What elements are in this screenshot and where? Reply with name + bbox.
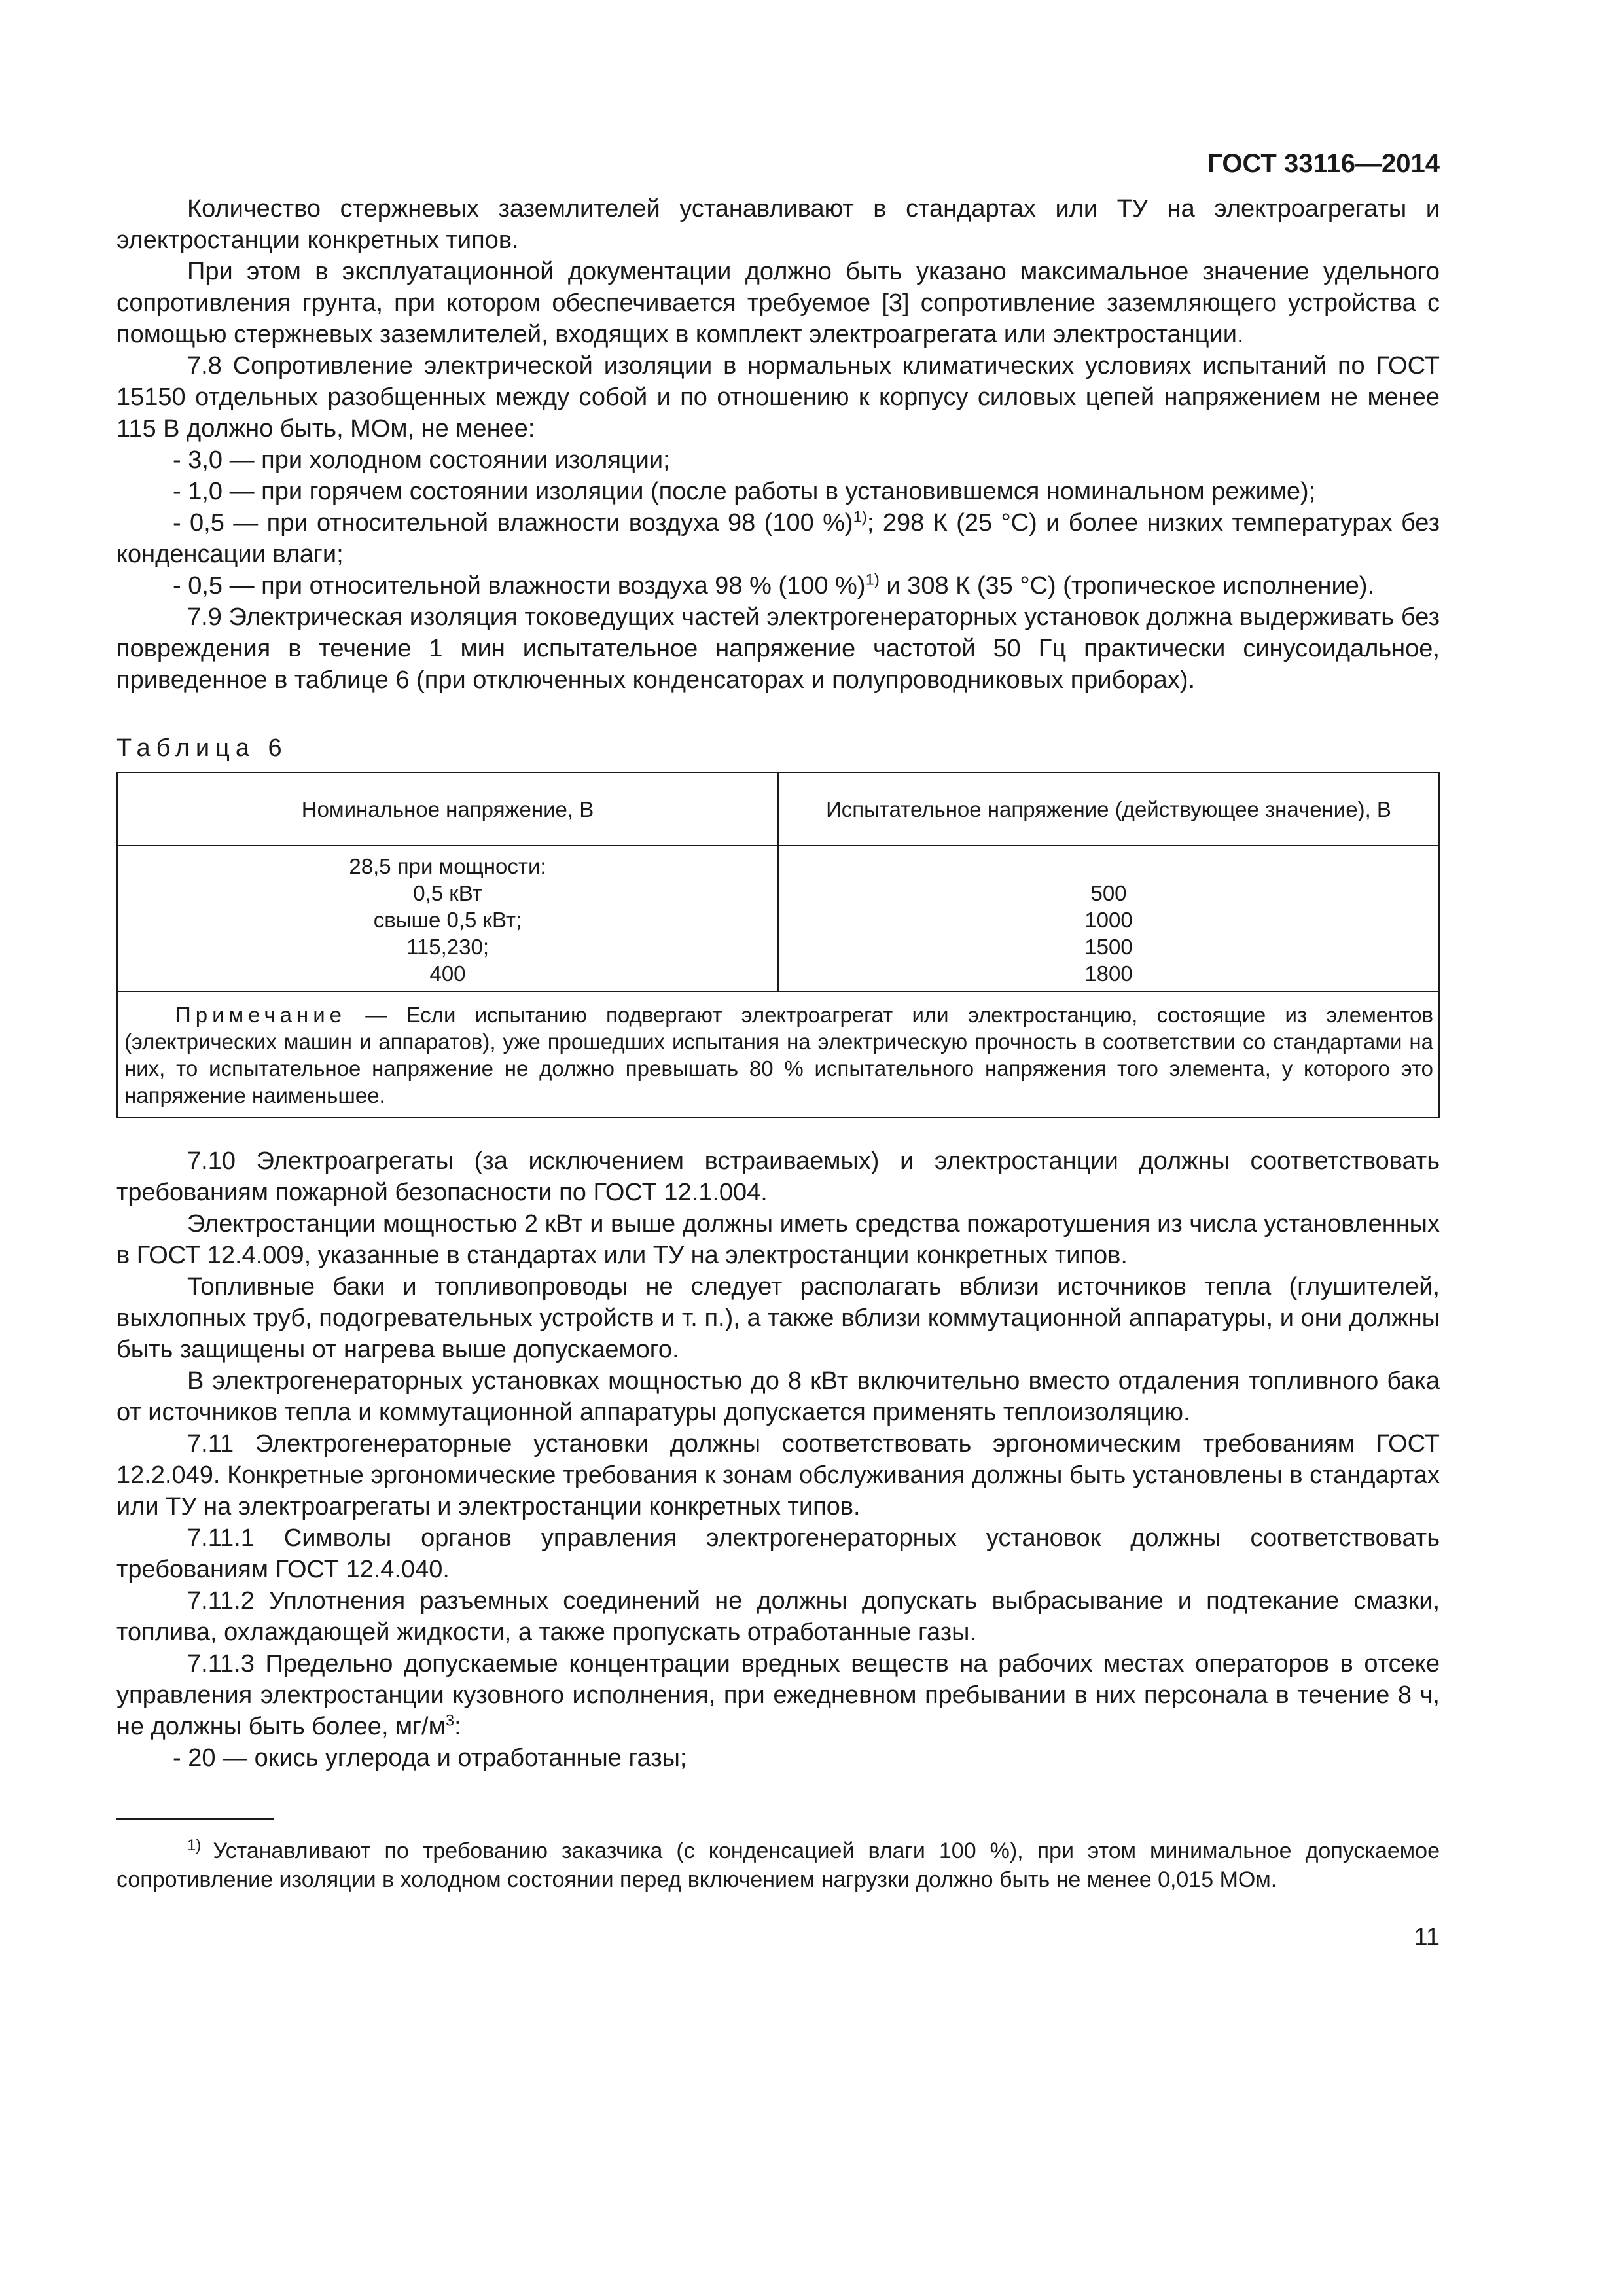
paragraph-7-9: 7.9 Электрическая изоляция токоведущих частей электрогенераторных установок должна выдерживать без повреждения в течение 1 мин испытательное напряжение частотой 50 Гц практически синусоидальное, приведенное в таблице 6 (при отключенных конденсаторах и полупроводниковых приборах). — [116, 603, 1440, 694]
footnote-mark: 1) — [187, 1837, 202, 1854]
footnote-reference: 1) — [865, 571, 880, 589]
superscript: 3 — [445, 1712, 455, 1730]
list-item: - 20 — окись углерода и отработанные газы; — [173, 1744, 687, 1772]
table-header-cell: Испытательное напряжение (действующее значение), В — [778, 772, 1439, 846]
list-item: - 1,0 — при горячем состоянии изоляции (после работы в установившемся номинальном режиме); — [173, 478, 1316, 505]
footnote-divider — [116, 1818, 274, 1820]
paragraph-7-8: 7.8 Сопротивление электрической изоляции в нормальных климатических условиях испытаний по ГОСТ 15150 отдельных разобщенных между собой и по отношению к корпусу силовых цепей напряжением не менее 115 В должно быть, МОм, не менее: — [116, 352, 1440, 442]
page-number: 11 — [1414, 1924, 1440, 1951]
table-cell-test-voltage: 500 1000 1500 1800 — [778, 846, 1439, 992]
paragraph-7-11-3: 7.11.3 Предельно допускаемые концентрации вредных веществ на рабочих местах операторов в отсеке управления электростанции кузовного исполнения, при ежедневном пребывании в них персонала в течение 8 ч, не должны быть более, $мг/м^3$: — [116, 1650, 1440, 1740]
table-cell-nominal-voltage: 28,5 при мощности: 0,5 кВт свыше 0,5 кВт; 115,230; 400 — [117, 846, 778, 992]
table-note — [117, 992, 1439, 1117]
note-label: Примечание — [175, 1003, 347, 1027]
table-header-cell: Номинальное напряжение, В — [117, 772, 778, 846]
paragraph-7-11: 7.11 Электрогенераторные установки должны соответствовать эргономическим требованиям ГОСТ 12.2.049. Конкретные эргономические требования к зонам обслуживания должны быть установлены в стандартах или ТУ на электроагрегаты и электростанции конкретных типов. — [116, 1430, 1440, 1520]
list-item: - 3,0 — при холодном состоянии изоляции; — [173, 446, 670, 474]
table-6 — [116, 772, 1440, 1118]
footnote-text: Устанавливают по требованию заказчика (с конденсацией влаги 100 %), при этом минимальное допускаемое сопротивление изоляции в холодном состоянии перед включением нагрузки должно быть не менее 0,015 МОм. — [116, 1839, 1440, 1892]
paragraph: При этом в эксплуатационной документации должно быть указано максимальное значение удельного сопротивления грунта, при котором обеспечивается требуемое [3] сопротивление заземляющего устройства с помощью стержневых заземлителей, входящих в комплект электроагрегата или электростанции. — [116, 258, 1440, 348]
note-text: — Если испытанию подвергают электроагрегат или электростанцию, состоящие из элементов (электрических машин и аппаратов), уже прошедших испытания на электрическую прочность в соответствии со стандартами на них, то испытательное напряжение не должно превышать 80 % испытательного напряжения того элемента, у которого это напряжение наименьшее. — [124, 1003, 1433, 1107]
footnote-reference: 1) — [853, 508, 867, 526]
paragraph: Электростанции мощностью 2 кВт и выше должны иметь средства пожаротушения из числа установленных в ГОСТ 12.4.009, указанные в стандартах или ТУ на электростанции конкретных типов. — [116, 1210, 1440, 1269]
table-header-row — [117, 772, 1439, 846]
paragraph-7-11-1: 7.11.1 Символы органов управления электрогенераторных установок должны соответствовать требованиям ГОСТ 12.4.040. — [116, 1524, 1440, 1583]
list-item: - 0,5 — при относительной влажности воздуха 98 % (100 %)$^{1)}$ и 308 К (35 °С) (тропическое исполнение). — [173, 571, 1375, 600]
document-page — [116, 147, 1440, 1953]
paragraph: Топливные баки и топливопроводы не следует располагать вблизи источников тепла (глушителей, выхлопных труб, подогревательных устройств и т. п.), а также вблизи коммутационной аппаратуры, и они должны быть защищены от нагрева выше допускаемого. — [116, 1273, 1440, 1363]
paragraph-7-10: 7.10 Электроагрегаты (за исключением встраиваемых) и электростанции должны соответствовать требованиям пожарной безопасности по ГОСТ 12.1.004. — [116, 1147, 1440, 1206]
paragraph: В электрогенераторных установках мощностью до 8 кВт включительно вместо отдаления топливного бака от источников тепла и коммутационной аппаратуры допускается применять теплоизоляцию. — [116, 1367, 1440, 1426]
table-note-row — [117, 992, 1439, 1117]
footnote — [116, 1831, 1440, 1894]
document-header: ГОСТ 33116—2014 — [1207, 149, 1440, 178]
paragraph-7-11-2: 7.11.2 Уплотнения разъемных соединений не должны допускать выбрасывание и подтекание смазки, топлива, охлаждающей жидкости, а также пропускать отработанные газы. — [116, 1587, 1440, 1646]
table-caption: Таблица 6 — [116, 734, 288, 762]
table-row — [117, 846, 1439, 992]
list-item: - 0,5 — при относительной влажности воздуха 98 (100 %)$^{1)}$; 298 К (25 °С) и более низких температурах без конденсации влаги; — [116, 508, 1440, 568]
paragraph: Количество стержневых заземлителей устанавливают в стандартах или ТУ на электроагрегаты и электростанции конкретных типов. — [116, 195, 1440, 254]
